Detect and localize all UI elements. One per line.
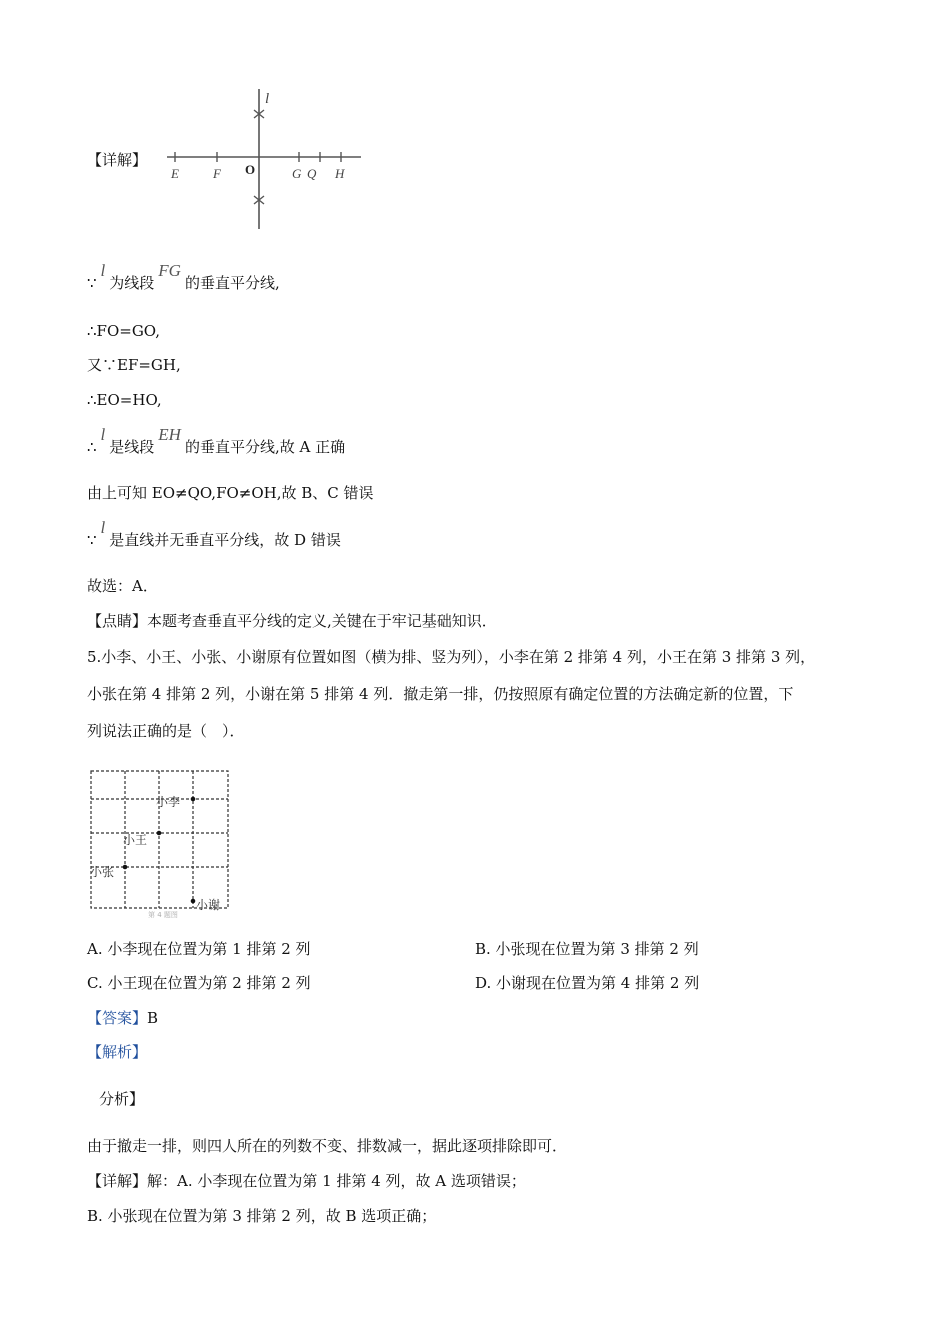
answer-label: 【答案】 (87, 1009, 148, 1027)
label-xiaoxie: 小谢 (196, 898, 221, 912)
proof-line-3: 又∵EF=GH, (87, 356, 181, 374)
label-l: l (265, 91, 270, 107)
label-xiaowang: 小王 (123, 833, 148, 847)
option-a: A. 小李现在位置为第 1 排第 2 列 (87, 940, 311, 958)
analysis-label: 【解析】 (87, 1043, 148, 1061)
perpendicular-bisector-figure (165, 85, 365, 235)
point-xiaozhang (123, 865, 128, 870)
label-F: F (213, 166, 221, 181)
question-5-line-3: 列说法正确的是（ ）． (87, 722, 245, 740)
point-xiaowang (157, 831, 162, 836)
label-O: O (245, 162, 256, 177)
point-xiaoli (191, 797, 196, 802)
fenxi-label: 分析】 (99, 1090, 145, 1108)
answer-line (87, 1008, 158, 1028)
seating-grid-figure (88, 768, 233, 918)
analysis-text: 由于撤走一排，则四人所在的列数不变、排数减一，据此逐项排除即可． (87, 1137, 568, 1155)
label-H: H (335, 166, 345, 181)
proof-line-2: ∴FO=GO, (87, 322, 160, 340)
question-5-line-2: 小张在第 4 排第 2 列，小谢在第 5 排第 4 列．撤走第一排，仍按照原有确定位置的方法确定新的位置，下 (87, 685, 794, 703)
option-c: C. 小王现在位置为第 2 排第 2 列 (87, 974, 311, 992)
proof-line-6: 由上可知 EO≠QO,FO≠OH,故 B、C 错误 (87, 484, 374, 502)
detail-line-b: B. 小张现在位置为第 3 排第 2 列，故 B 选项正确； (87, 1207, 437, 1225)
proof-line-1: ∵l为线段FG的垂直平分线, (87, 261, 280, 292)
answer-value: B (147, 1009, 159, 1027)
detail-line-a: 【详解】解：A. 小李现在位置为第 1 排第 4 列，故 A 选项错误； (87, 1172, 526, 1190)
proof-line-7: ∵l是直线并无垂直平分线，故 D 错误 (87, 518, 341, 549)
detail-label: 【详解】 (87, 151, 148, 169)
label-Q: Q (307, 166, 317, 181)
label-E: E (171, 166, 179, 181)
figure-caption: 第 4 题图 (148, 911, 178, 918)
question-5-line-1: 5.小李、小王、小张、小谢原有位置如图（横为排、竖为列），小李在第 2 排第 4 列，小王在第 3 排第 3 列， (87, 648, 816, 666)
key-point: 【点睛】本题考查垂直平分线的定义,关键在于牢记基础知识． (87, 612, 497, 630)
option-d: D. 小谢现在位置为第 4 排第 2 列 (475, 974, 700, 992)
proof-line-5: ∴l是线段EH的垂直平分线,故 A 正确 (87, 425, 346, 456)
option-b: B. 小张现在位置为第 3 排第 2 列 (475, 940, 699, 958)
proof-line-4: ∴EO=HO, (87, 391, 162, 409)
point-xiaoxie (191, 899, 196, 904)
label-G: G (292, 166, 302, 181)
label-xiaoli: 小李 (156, 795, 181, 809)
label-xiaozhang: 小张 (90, 865, 115, 879)
proof-line-8: 故选：A． (87, 577, 158, 595)
